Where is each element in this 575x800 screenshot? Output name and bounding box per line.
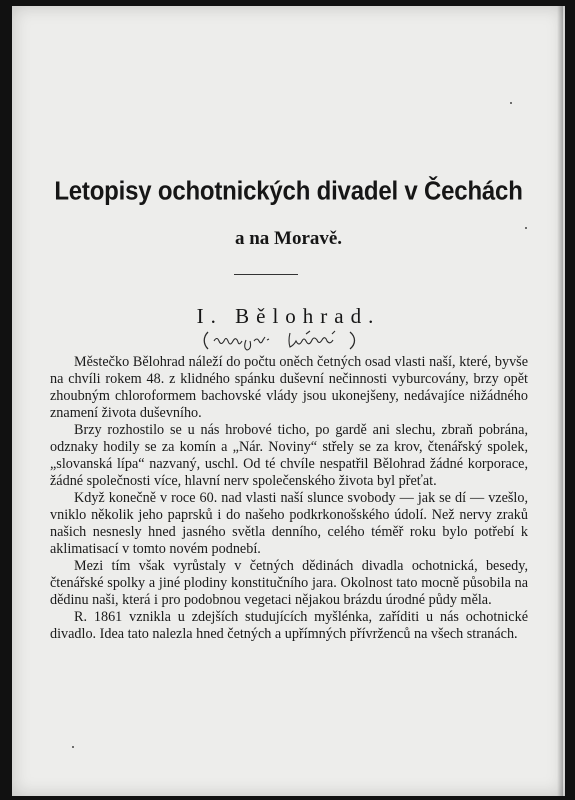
paragraph: Když konečně v roce 60. nad vlasti naší slunce svobody — jak se dí — vzešlo, vniklo několik jeho paprsků i do našeho podkrkonošského údolí. Než nervy zraků našich nesnesly hned jasného světla denního, celého téměř roku bylo potřebí k aklimatisací v tomto novém podnebí. <box>50 490 528 557</box>
paragraph: Brzy rozhostilo se u nás hrobové ticho, po gardě ani slechu, zbraň pobrána, odznaky hodily se za komín a „Nár. Noviny“ střely se za krov, čtenářský spolek, „slovanská lípa“ nazvaný, uschl. Od té chvíle nespatřil Bělohrad žádné korporace, žádné společnosti více, hlavní nerv společenského života byl přeťat. <box>50 422 528 489</box>
title-divider <box>234 274 298 275</box>
paragraph: R. 1861 vznikla u zdejších studujících myšlénka, zaříditi u nás ochotnické divadlo. Idea tato nalezla hned četných a upřímných přívrženců na všech stranách. <box>50 609 528 642</box>
section-heading: I. Bělohrad. <box>196 304 381 328</box>
paragraph: Městečko Bělohrad náleží do počtu oněch četných osad vlasti naší, které, byvše na chvíli rokem 48. z klidného spánku duševní nečinnosti vyburcovány, brzy opět zhoubným chloroformem bachovské vlády jsou ukonejšeny, nedávajíce nižádného znamení života duševního. <box>50 354 528 421</box>
body-text <box>50 354 528 643</box>
page-binding-shadow <box>557 6 563 796</box>
paragraph: Mezi tím však vyrůstaly v četných dědinách divadla ochotnická, besedy, čtenářské spolky a jiné plodiny konstitučního jara. Okolnost tato mocně působila na dědinu naši, která i pro podobnou vegetaci nějakou brázdu úrodné půdy měla. <box>50 558 528 608</box>
document-title: Letopisy ochotnických divadel v Čechách <box>54 176 523 207</box>
handwritten-annotation <box>202 328 362 352</box>
book-page <box>12 6 565 796</box>
document-subtitle: a na Moravě. <box>234 228 343 249</box>
